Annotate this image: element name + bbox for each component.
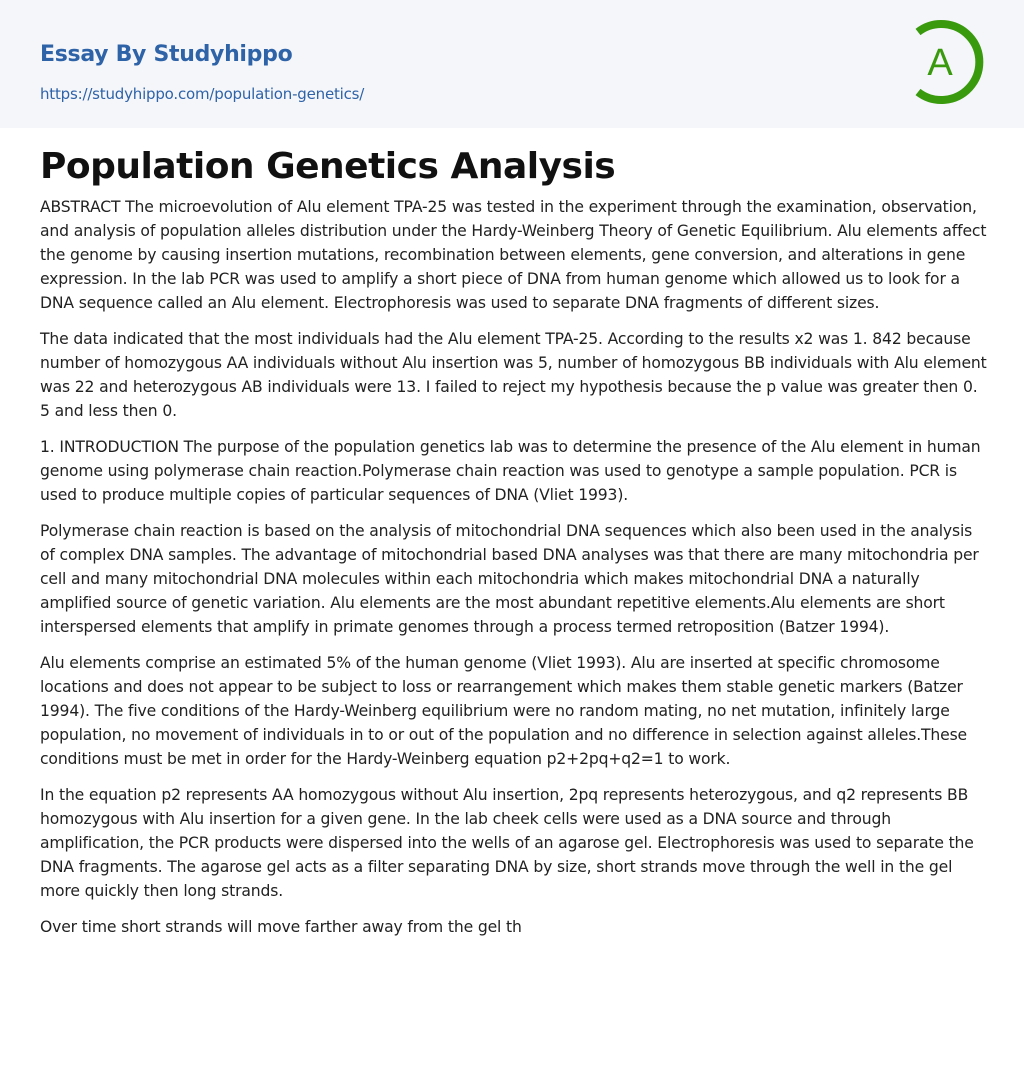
paragraph-truncated: Over time short strands will move farther away from the gel th <box>40 918 522 936</box>
essay-url-link[interactable]: https://studyhippo.com/population-genetics/ <box>40 85 365 103</box>
paragraph-abstract: ABSTRACT The microevolution of Alu element TPA-25 was tested in the experiment through the examination, observation, and analysis of population alleles distribution under the Hardy-Weinberg Theory of Genetic Equilibrium. Alu elements affect the genome by causing insertion mutations, recombination between elements, gene conversion, and alterations in gene expression. In the lab PCR was used to amplify a short piece of DNA from human genome which allowed us to look for a DNA sequence called an Alu element. Electrophoresis was used to separate DNA fragments of different sizes. <box>40 198 987 312</box>
site-header <box>0 0 1024 128</box>
paragraph-introduction: 1. INTRODUCTION The purpose of the population genetics lab was to determine the presence of the Alu element in human genome using polymerase chain reaction.Polymerase chain reaction was used to genotype a sample population. PCR is used to produce multiple copies of particular sequences of DNA (Vliet 1993). <box>40 438 981 504</box>
essay-body <box>40 195 988 951</box>
brand-name: Essay By Studyhippo <box>40 42 293 67</box>
paragraph: In the equation p2 represents AA homozygous without Alu insertion, 2pq represents heterozygous, and q2 represents BB homozygous with Alu insertion for a given gene. In the lab cheek cells were used as a DNA source and through amplification, the PCR products were dispersed into the wells of an agarose gel. Electrophoresis was used to separate the DNA fragments. The agarose gel acts as a filter separating DNA by size, short strands move through the well in the gel more quickly then long strands. <box>40 786 974 900</box>
page-title: Population Genetics Analysis <box>40 146 616 187</box>
svg-text:A: A <box>927 42 953 84</box>
paragraph: Alu elements comprise an estimated 5% of the human genome (Vliet 1993). Alu are inserted at specific chromosome locations and does not appear to be subject to loss or rearrangement which makes them stable genetic markers (Batzer 1994). The five conditions of the Hardy-Weinberg equilibrium were no random mating, no net mutation, infinitely large population, no movement of individuals in to or out of the population and no difference in selection against alleles.These conditions must be met in order for the Hardy-Weinberg equation p2+2pq+q2=1 to work. <box>40 654 967 768</box>
studyhippo-logo-icon[interactable] <box>906 18 988 106</box>
paragraph: Polymerase chain reaction is based on the analysis of mitochondrial DNA sequences which also been used in the analysis of complex DNA samples. The advantage of mitochondrial based DNA analyses was that there are many mitochondria per cell and many mitochondrial DNA molecules within each mitochondria which makes mitochondrial DNA a naturally amplified source of genetic variation. Alu elements are the most abundant repetitive elements.Alu elements are short interspersed elements that amplify in primate genomes through a process termed retroposition (Batzer 1994). <box>40 522 979 636</box>
paragraph: The data indicated that the most individuals had the Alu element TPA-25. According to the results x2 was 1. 842 because number of homozygous AA individuals without Alu insertion was 5, number of homozygous BB individuals with Alu element was 22 and heterozygous AB individuals were 13. I failed to reject my hypothesis because the p value was greater then 0. 5 and less then 0. <box>40 330 987 420</box>
